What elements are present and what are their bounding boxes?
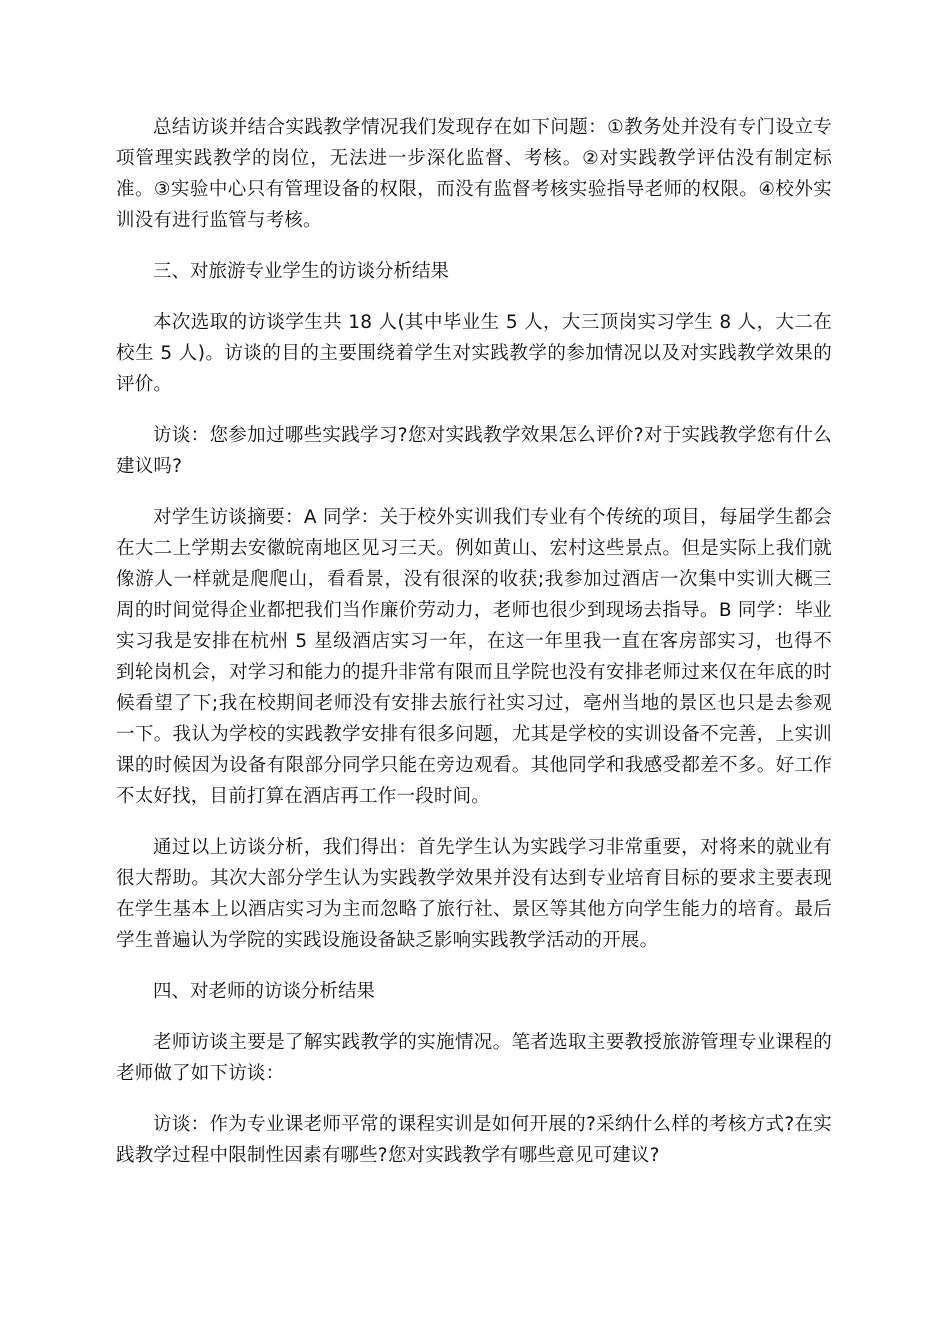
- paragraph-student-analysis: 通过以上访谈分析，我们得出：首先学生认为实践学习非常重要，对将来的就业有很大帮助。其次大部分学生认为实践教学效果并没有达到专业培育目标的要求主要表现在学生基本上以酒店实习为主而忽略了旅行社、景区等其他方向学生能力的培育。最后学生普遍认为学院的实践设施设备缺乏影响实践教学活动的开展。: [116, 837, 832, 951]
- paragraph-student-interview-summary: 对学生访谈摘要：A 同学：关于校外实训我们专业有个传统的项目，每届学生都会在大二上学期去安徽皖南地区见习三天。例如黄山、宏村这些景点。但是实际上我们就像游人一样就是爬爬山，看看景，没有很深的收获;我参加过酒店一次集中实训大概三周的时间觉得企业都把我们当作廉价劳动力，老师也很少到现场去指导。B 同学：毕业实习我是安排在杭州 5 星级酒店实习一年，在这一年里我一直在客房部实习，也得不到轮岗机会，对学习和能力的提升非常有限而且学院也没有安排老师过来仅在年底的时候看望了下;我在校期间老师没有安排去旅行社实习过，亳州当地的景区也只是去参观一下。我认为学校的实践教学安排有很多问题，尤其是学校的实训设备不完善，上实训课的时候因为设备有限部分同学只能在旁边观看。其他同学和我感受都差不多。好工作不太好找，目前打算在酒店再工作一段时间。: [116, 507, 832, 807]
- paragraph-summary-problems: 总结访谈并结合实践教学情况我们发现存在如下问题：①教务处并没有专门设立专项管理实践教学的岗位，无法进一步深化监督、考核。②对实践教学评估没有制定标准。③实验中心只有管理设备的权限，而没有监督考核实验指导老师的权限。④校外实训没有进行监管与考核。: [116, 117, 832, 231]
- section-heading-students: 三、对旅游专业学生的访谈分析结果: [153, 261, 450, 282]
- paragraph-teacher-interview-question: 访谈：作为专业课老师平常的课程实训是如何开展的?采纳什么样的考核方式?在实践教学过程中限制性因素有哪些?您对实践教学有哪些意见可建议?: [116, 1114, 832, 1166]
- document-body: [116, 112, 832, 1171]
- paragraph-student-interview-question: 访谈：您参加过哪些实践学习?您对实践教学效果怎么评价?对于实践教学您有什么建议吗?: [116, 425, 832, 477]
- paragraph-student-sample: 本次选取的访谈学生共 18 人(其中毕业生 5 人，大三顶岗实习学生 8 人，大二在校生 5 人)。访谈的目的主要围绕着学生对实践教学的参加情况以及对实践教学效果的评价。: [116, 312, 832, 395]
- section-heading-teachers: 四、对老师的访谈分析结果: [153, 981, 376, 1002]
- paragraph-teacher-intro: 老师访谈主要是了解实践教学的实施情况。笔者选取主要教授旅游管理专业课程的老师做了如下访谈：: [116, 1032, 832, 1084]
